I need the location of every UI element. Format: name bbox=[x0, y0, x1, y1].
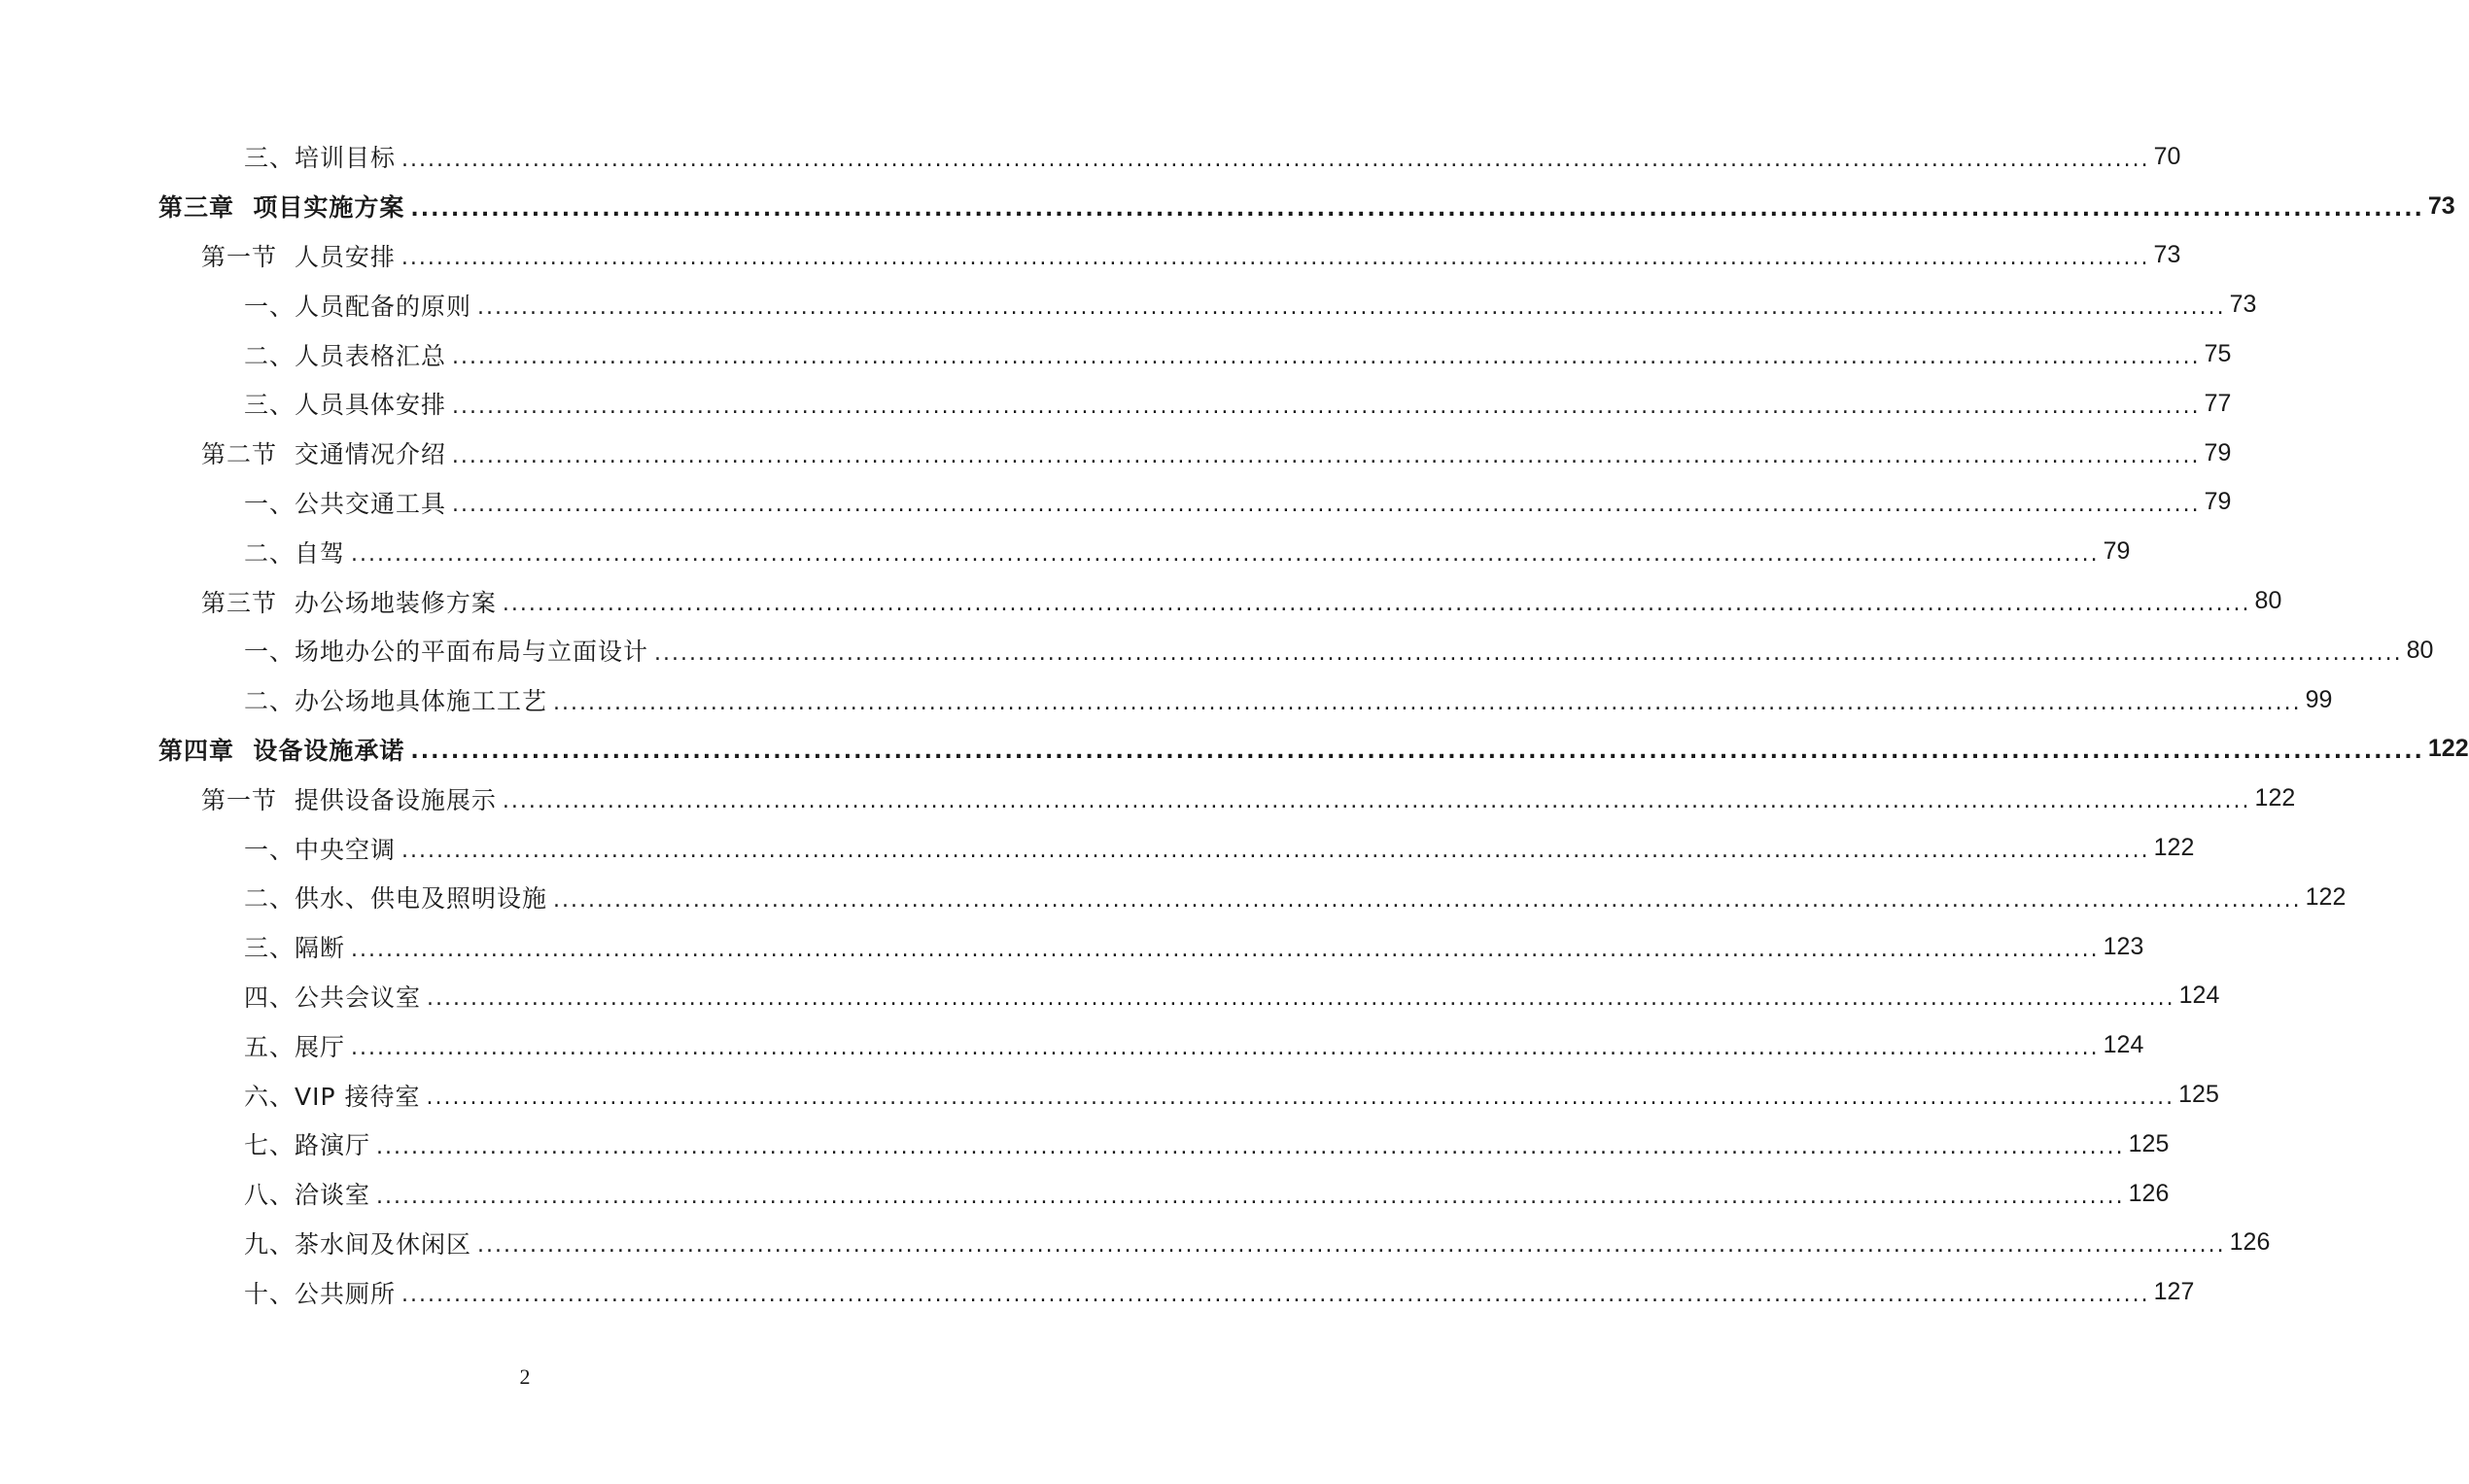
dot-leader: ........................................................................................................................................................................................................ bbox=[376, 1184, 2125, 1209]
toc-entry-page: 75 bbox=[2204, 340, 2232, 368]
toc-entry[interactable] bbox=[0, 231, 2181, 281]
toc-entry-title: 二、供水、供电及照明设施 bbox=[244, 884, 548, 914]
toc-entry-title: 二、办公场地具体施工工艺 bbox=[244, 687, 548, 716]
toc-entry[interactable] bbox=[0, 972, 2220, 1021]
toc-entry[interactable] bbox=[0, 1219, 2271, 1268]
toc-entry-page: 79 bbox=[2204, 488, 2232, 516]
toc-entry[interactable] bbox=[0, 429, 2232, 478]
dot-leader: ........................................................................................................................................................................................................ bbox=[477, 1233, 2226, 1259]
toc-entry-page: 122 bbox=[2153, 834, 2195, 862]
toc-entry-page: 123 bbox=[2103, 932, 2144, 960]
dot-leader: ........................................................................................................................................................................................................ bbox=[553, 887, 2302, 913]
toc-entry-page: 125 bbox=[2178, 1081, 2219, 1109]
toc-entry-page: 99 bbox=[2305, 685, 2333, 713]
dot-leader: ........................................................................................................................................................................................................ bbox=[553, 690, 2302, 715]
toc-entry-title: 一、中央空调 bbox=[244, 835, 397, 864]
toc-entry[interactable] bbox=[0, 182, 2455, 231]
dot-leader: ........................................................................................................................................................................................................ bbox=[502, 592, 2251, 617]
toc-entry-title: 七、路演厅 bbox=[244, 1131, 371, 1160]
dot-leader: ........................................................................................................................................................................................................ bbox=[351, 937, 2100, 962]
dot-leader: ........................................................................................................................................................................................................ bbox=[351, 1036, 2100, 1061]
toc-entry-page: 80 bbox=[2406, 636, 2434, 664]
dot-leader: ........................................................................................................................................................................................................ bbox=[654, 640, 2403, 666]
toc-entry[interactable] bbox=[0, 922, 2144, 972]
toc-entry-page: 79 bbox=[2103, 537, 2131, 566]
toc-entry-title: 十、公共厕所 bbox=[244, 1279, 397, 1308]
dot-leader: ........................................................................................................................................................................................................ bbox=[452, 493, 2201, 518]
toc-entry[interactable] bbox=[0, 379, 2232, 429]
dot-leader: ........................................................................................................................................................................................................ bbox=[401, 1283, 2150, 1308]
toc-entry-page: 122 bbox=[2254, 784, 2296, 812]
dot-leader: ........................................................................................................................................................................................................ bbox=[426, 1086, 2175, 1111]
toc-entry-title: 三、培训目标 bbox=[244, 144, 397, 173]
dot-leader: ........................................................................................................................................................................................................ bbox=[401, 839, 2150, 864]
toc-entry-page: 124 bbox=[2103, 1031, 2144, 1059]
toc-entry[interactable] bbox=[0, 280, 2257, 329]
dot-leader: ........................................................................................................................................................................................................ bbox=[400, 246, 2150, 271]
toc-entry[interactable] bbox=[0, 1120, 2170, 1169]
dot-leader: ........................................................................................................................................................................................................ bbox=[452, 394, 2201, 419]
toc-entry-page: 70 bbox=[2153, 142, 2181, 170]
dot-leader: ........................................................................................................................................................................................................ bbox=[451, 443, 2201, 468]
toc-entry-title: 二、人员表格汇总 bbox=[244, 341, 447, 370]
toc-entry-title: 一、公共交通工具 bbox=[244, 489, 447, 518]
toc-entry[interactable] bbox=[0, 527, 2131, 576]
toc-entry-page: 127 bbox=[2153, 1278, 2195, 1306]
page-number: 2 bbox=[519, 1364, 531, 1389]
toc-entry[interactable] bbox=[0, 873, 2347, 922]
dot-leader: ........................................................................................................................................................................................................ bbox=[410, 196, 2424, 222]
toc-entry-title: 六、VIP 接待室 bbox=[244, 1082, 421, 1111]
toc-entry-page: 126 bbox=[2128, 1179, 2170, 1207]
toc-entry[interactable] bbox=[0, 626, 2434, 675]
toc-entry[interactable] bbox=[0, 1020, 2144, 1070]
toc-entry-title: 五、展厅 bbox=[244, 1032, 346, 1061]
toc-entry-page: 122 bbox=[2427, 735, 2469, 763]
dot-leader: ........................................................................................................................................................................................................ bbox=[452, 345, 2201, 370]
toc-entry-title: 第一节 人员安排 bbox=[201, 242, 396, 271]
toc-entry-title: 第一节 提供设备设施展示 bbox=[201, 785, 497, 814]
toc-entry-page: 124 bbox=[2178, 982, 2220, 1010]
toc-entry-title: 一、场地办公的平面布局与立面设计 bbox=[244, 638, 649, 667]
toc-entry[interactable] bbox=[0, 675, 2333, 725]
toc-entry[interactable] bbox=[0, 823, 2195, 873]
toc-entry[interactable] bbox=[0, 576, 2282, 626]
toc-entry[interactable] bbox=[0, 132, 2181, 182]
table-of-contents bbox=[0, 132, 2469, 1317]
toc-entry-title: 三、隔断 bbox=[244, 934, 346, 963]
toc-entry-page: 126 bbox=[2229, 1228, 2271, 1257]
toc-entry-title: 第三节 办公场地装修方案 bbox=[201, 588, 497, 617]
toc-entry-page: 73 bbox=[2153, 241, 2181, 269]
toc-entry-page: 80 bbox=[2254, 587, 2282, 615]
toc-entry[interactable] bbox=[0, 774, 2296, 823]
toc-entry[interactable] bbox=[0, 329, 2232, 379]
dot-leader: ........................................................................................................................................................................................................ bbox=[376, 1134, 2125, 1159]
dot-leader: ........................................................................................................................................................................................................ bbox=[351, 542, 2100, 568]
toc-entry[interactable] bbox=[0, 1267, 2195, 1317]
toc-entry-title: 第二节 交通情况介绍 bbox=[201, 440, 446, 469]
toc-entry-page: 122 bbox=[2305, 882, 2347, 911]
toc-entry-page: 77 bbox=[2204, 389, 2232, 417]
toc-entry-title: 一、人员配备的原则 bbox=[244, 292, 472, 321]
toc-entry-title: 二、自驾 bbox=[244, 538, 346, 568]
toc-entry-title: 四、公共会议室 bbox=[244, 983, 422, 1012]
toc-entry[interactable] bbox=[0, 478, 2232, 528]
toc-entry[interactable] bbox=[0, 1169, 2170, 1219]
dot-leader: ........................................................................................................................................................................................................ bbox=[427, 986, 2175, 1012]
toc-entry[interactable] bbox=[0, 1070, 2219, 1120]
dot-leader: ........................................................................................................................................................................................................ bbox=[477, 295, 2226, 321]
dot-leader: ........................................................................................................................................................................................................ bbox=[410, 740, 2424, 765]
toc-entry-title: 八、洽谈室 bbox=[244, 1181, 371, 1210]
toc-entry[interactable] bbox=[0, 725, 2469, 775]
toc-entry-page: 73 bbox=[2229, 291, 2257, 319]
toc-entry-page: 125 bbox=[2128, 1129, 2170, 1157]
dot-leader: ........................................................................................................................................................................................................ bbox=[401, 147, 2150, 172]
toc-entry-page: 79 bbox=[2204, 438, 2232, 466]
toc-entry-title: 三、人员具体安排 bbox=[244, 391, 447, 420]
toc-entry-title: 第四章 设备设施承诺 bbox=[158, 736, 405, 765]
toc-entry-page: 73 bbox=[2427, 191, 2455, 220]
toc-entry-title: 第三章 项目实施方案 bbox=[158, 193, 405, 223]
toc-entry-title: 九、茶水间及休闲区 bbox=[244, 1229, 472, 1259]
dot-leader: ........................................................................................................................................................................................................ bbox=[502, 789, 2251, 814]
